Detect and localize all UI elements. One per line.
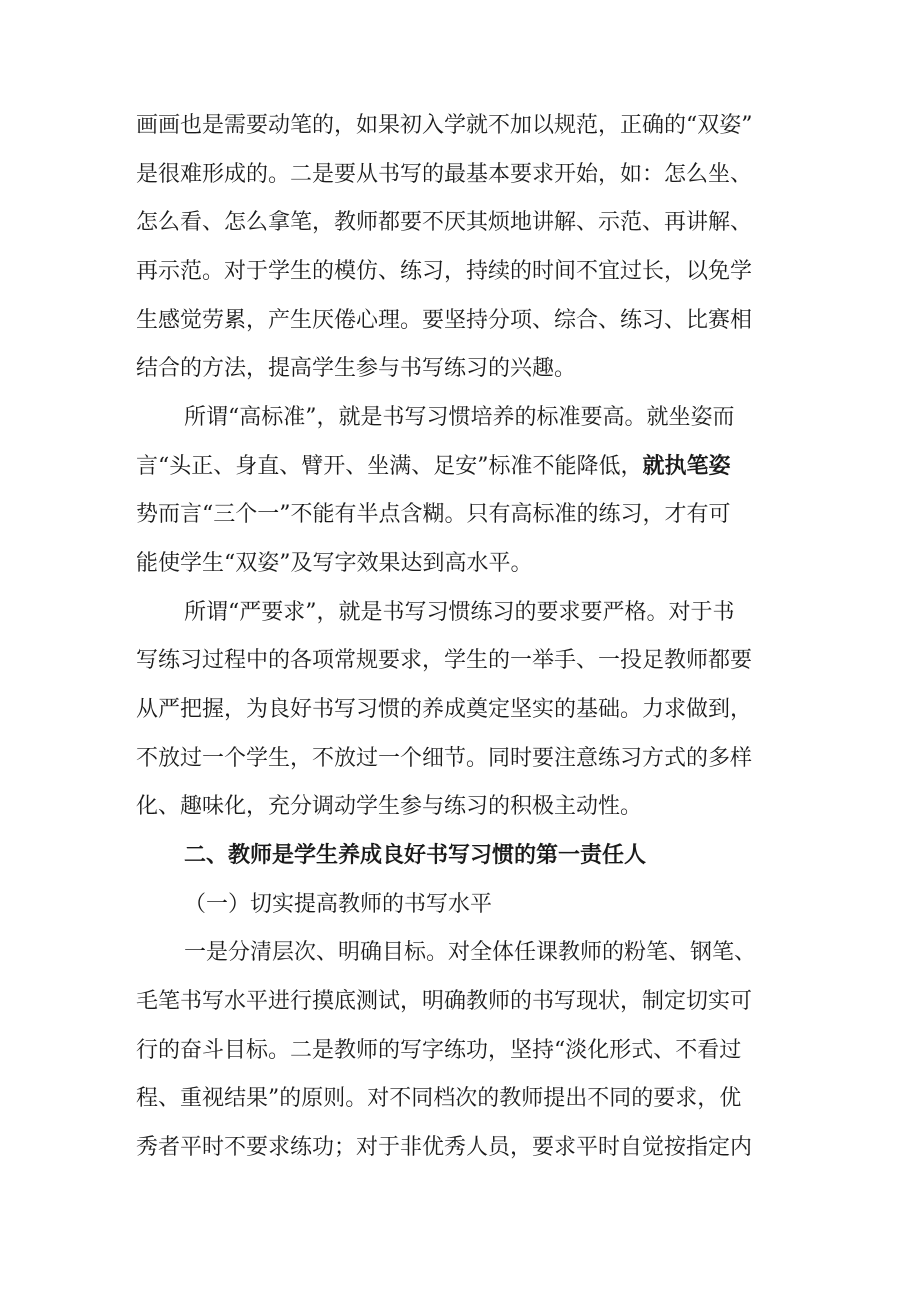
bold-text: 就执笔姿 <box>642 454 731 479</box>
paragraph-line <box>136 452 731 482</box>
plain-text: 言“头正、身直、臂开、坐满、足安”标准不能降低， <box>136 454 643 479</box>
paragraph-line: 一是分清层次、明确目标。对全体任课教师的粉笔、钢笔、 <box>184 940 757 965</box>
section-heading: 二、教师是学生养成良好书写习惯的第一责任人 <box>184 843 647 868</box>
paragraph-line: 化、趣味化，充分调动学生参与练习的积极主动性。 <box>136 794 643 819</box>
paragraph-line: 行的奋斗目标。二是教师的写字练功，坚持“淡化形式、不看过 <box>136 1038 742 1063</box>
paragraph-line: 是很难形成的。二是要从书写的最基本要求开始，如：怎么坐、 <box>136 162 753 187</box>
subsection-heading: （一）切实提高教师的书写水平 <box>184 892 493 917</box>
paragraph-line: 结合的方法，提高学生参与书写练习的兴趣。 <box>136 356 577 381</box>
paragraph-line: 程、重视结果”的原则。对不同档次的教师提出不同的要求，优 <box>136 1086 742 1111</box>
paragraph-line: 不放过一个学生，不放过一个细节。同时要注意练习方式的多样 <box>136 746 753 771</box>
paragraph-line: 毛笔书写水平进行摸底测试，明确教师的书写现状，制定切实可 <box>136 989 753 1014</box>
paragraph-line: 写练习过程中的各项常规要求，学生的一举手、一投足教师都要 <box>136 648 753 673</box>
paragraph-line: 所谓“高标准”，就是书写习惯培养的标准要高。就坐姿而 <box>184 405 735 430</box>
paragraph-line: 能使学生“双姿”及写字效果达到高水平。 <box>136 551 533 576</box>
paragraph-line: 再示范。对于学生的模仿、练习，持续的时间不宜过长，以免学 <box>136 259 753 284</box>
paragraph-line: 从严把握，为良好书写习惯的养成奠定坚实的基础。力求做到， <box>136 697 753 722</box>
paragraph-line: 秀者平时不要求练功；对于非优秀人员，要求平时自觉按指定内 <box>136 1135 753 1160</box>
paragraph-line: 势而言“三个一”不能有半点含糊。只有高标准的练习，才有可 <box>136 502 731 527</box>
paragraph-line: 怎么看、怎么拿笔，教师都要不厌其烦地讲解、示范、再讲解、 <box>136 210 753 235</box>
paragraph-line: 画画也是需要动笔的，如果初入学就不加以规范，正确的“双姿” <box>136 113 753 138</box>
paragraph-line: 所谓“严要求”，就是书写习惯练习的要求要严格。对于书 <box>184 600 735 625</box>
paragraph-line: 生感觉劳累，产生厌倦心理。要坚持分项、综合、练习、比赛相 <box>136 308 753 333</box>
